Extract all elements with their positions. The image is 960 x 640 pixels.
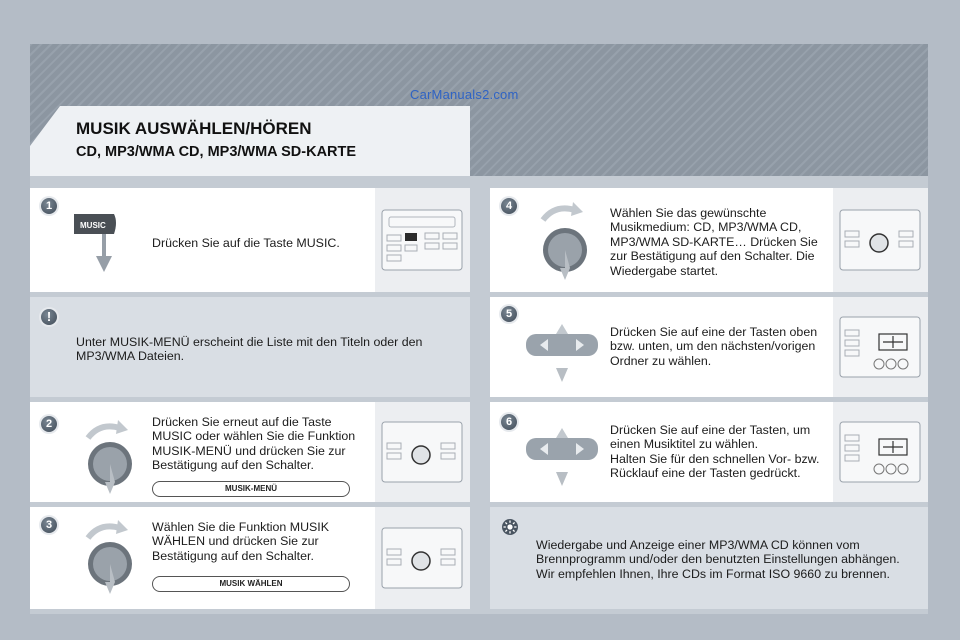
step-3-badge: 3 [41,517,57,533]
radio-unit-icon [381,421,463,483]
knob-illustration [80,420,140,501]
dpad-illustration [522,322,602,389]
tip-note-text: Wiedergabe und Anzeige einer MP3/WMA CD können vom Brennprogramm und/oder den benutzten Einstellungen abhängen. Wir empfehlen Ihnen, Ihre CDs im Format ISO 9660 zu brennen. [536,538,900,581]
step-2-badge: 2 [41,416,57,432]
title-card [30,106,470,176]
musik-waehlen-option: MUSIK WÄHLEN [152,576,350,592]
step-1-badge: 1 [41,198,57,214]
radio-unit-thumbnail [375,188,470,292]
step-6-text: Drücken Sie auf eine der Tasten, um einen Musiktitel zu wählen. Halten Sie für den schnellen Vor- bzw. Rücklauf eine der Tasten gedrückt. [610,423,820,481]
rotary-knob-icon [80,520,140,596]
radio-unit-icon [839,209,921,271]
sun-icon-holder [501,518,519,541]
radio-unit-icon [839,421,921,483]
direction-pad-icon [522,322,602,384]
exclamation-icon: ! [41,309,57,325]
radio-unit-icon [381,209,463,271]
warning-note-text: Unter MUSIK-MENÜ erscheint die Liste mit den Titeln oder den MP3/WMA Dateien. [76,335,423,364]
page-title: MUSIK AUSWÄHLEN/HÖREN [76,119,312,138]
watermark: CarManuals2.com [410,87,519,102]
musik-menu-option: MUSIK-MENÜ [152,481,350,497]
step-5-badge: 5 [501,306,517,322]
radio-dpad-thumbnail [833,297,928,397]
step-4-badge: 4 [501,198,517,214]
step-1-text: Drücken Sie auf die Taste MUSIC. [152,236,340,250]
rotary-knob-icon [535,202,595,282]
step-2-text: Drücken Sie erneut auf die Taste MUSIC oder wählen Sie die Funktion MUSIK-MENÜ und drücken Sie zur Bestätigung auf den Schalter. [152,415,356,473]
radio-knob-thumbnail [833,188,928,292]
step-6-badge: 6 [501,414,517,430]
direction-pad-icon [522,426,602,488]
radio-knob-thumbnail [375,402,470,502]
step-3-text: Wählen Sie die Funktion MUSIK WÄHLEN und drücken Sie zur Bestätigung auf den Schalter. [152,520,329,563]
radio-unit-icon [381,527,463,589]
music-button-icon [72,210,122,274]
step-4-text: Wählen Sie das gewünschte Musikmedium: CD, MP3/WMA CD, MP3/WMA SD-KARTE… Drücken Sie zur Bestätigung auf den Schalter. Die Wiedergabe startet. [610,206,818,278]
radio-unit-icon [839,316,921,378]
step-5-text: Drücken Sie auf eine der Tasten oben bzw. unten, um den nächsten/vorigen Ordner zu wählen. [610,325,818,368]
music-button-label: MUSIC [80,221,106,230]
rotary-knob-icon [80,420,140,496]
knob-illustration [80,520,140,601]
dpad-illustration [522,426,602,493]
page-subtitle: CD, MP3/WMA CD, MP3/WMA SD-KARTE [76,144,357,160]
radio-knob-thumbnail [375,507,470,609]
sun-icon [501,518,519,536]
radio-dpad-thumbnail [833,402,928,502]
knob-illustration [535,202,595,287]
music-button-illustration [72,210,122,279]
